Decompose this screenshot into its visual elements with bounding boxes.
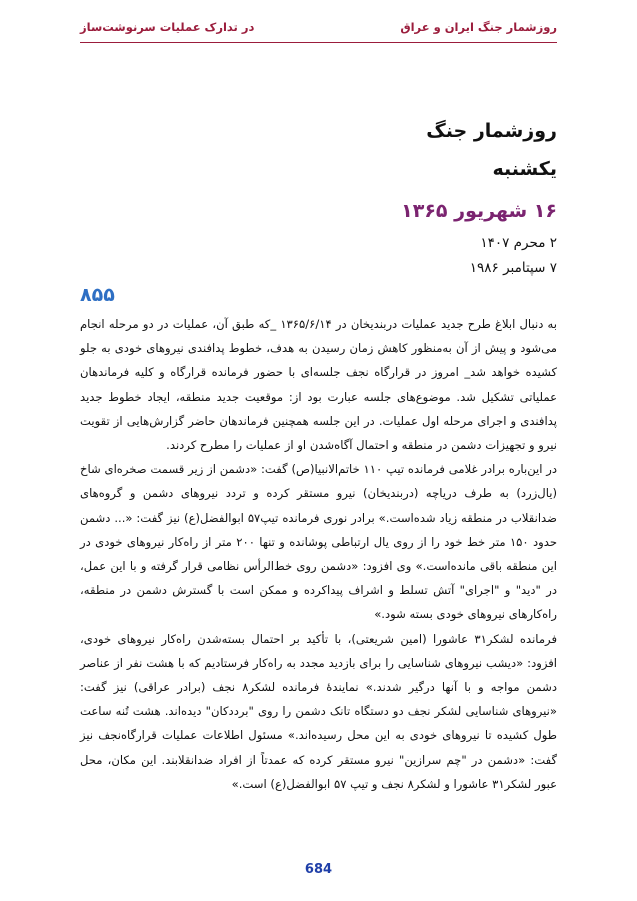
entry-body xyxy=(80,312,557,796)
hijri-date: ۲ محرم ۱۴۰۷ xyxy=(480,235,557,251)
running-header xyxy=(80,20,557,40)
header-divider xyxy=(80,42,557,43)
series-title: در تدارک عملیات سرنوشت‌ساز xyxy=(80,20,255,34)
entry-number: ۸۵۵ xyxy=(80,284,115,306)
gregorian-date: ۷ سپتامبر ۱۹۸۶ xyxy=(469,260,557,276)
paragraph: فرمانده لشکر۳۱ عاشورا (امین شریعتی)، با تأکید بر احتمال بسته‌شدن راه‌کار نیروهای خودی، افزود: «دیشب نیروهای شناسایی را برای بازدید مجدد به راه‌کار فرستادیم که با هشت نفر از عناصر دشمن مواجه و با آنها درگیر شدند.» نمایندهٔ فرمانده لشکر۸ نجف (برادر عراقی) نیز گفت: «نیروهای شناسایی لشکر نجف دو دستگاه تانک دشمن را روی "برددکان" دیده‌اند. هشت تُنه ساعت طول کشیده تا نیروهای خودی به این محل رسیده‌اند.» مسئول اطلاعات عملیات قرارگاه‌نجف نیز گفت: «دشمن در "چم سرازین" نیرو مستقر کرده که عمدتاً از افراد ضدانقلابند. این مکان، محل عبور لشکر۳۱ عاشورا و لشکر۸ نجف و تیپ ۵۷ ابوالفضل(ع) است.» xyxy=(80,631,557,791)
weekday-title: یکشنبه xyxy=(492,158,557,180)
page-title: روزشمار جنگ xyxy=(426,120,557,142)
paragraph: به دنبال ابلاغ طرح جدید عملیات دربندیخان در ۱۳۶۵/۶/۱۴ _که طبق آن، عملیات در دو مرحله انجام می‌شود و پیش از آن به‌منظور کاهش زمان رسیدن به هدف، خطوط پدافندی نیروهای خودی به جلو کشیده خواهد شد_ امروز در قرارگاه نجف جلسه‌ای با حضور فرمانده قرارگاه و کلیه فرماندهان عملیاتی تشکیل شد. موضوع‌های جلسه عبارت بود از: موقعیت جدید منطقه، ایجاد خطوط جدید پدافندی و اجرای مرحله اول عملیات. در این جلسه همچنین فرماندهان حاضر گزارش‌هایی از تقویت نیرو و تجهیزات دشمن در منطقه و احتمال آگاه‌شدن او از عملیات را مطرح کردند. xyxy=(80,317,557,453)
solar-date: ۱۶ شهریور ۱۳۶۵ xyxy=(401,200,557,222)
book-title: روزشمار جنگ ایران و عراق xyxy=(400,20,557,34)
paragraph: در این‌باره برادر غلامی فرمانده تیپ ۱۱۰ خاتم‌الانبیا(ص) گفت: «دشمن از زیر قسمت صخره‌ای شاخ (یال‌زرد) به طرف دریاچه (دربندیخان) نیرو مستقر کرده و تردد نیروهای دشمن و گروه‌های ضدانقلاب در منطقه زیاد شده‌است.» برادر نوری فرمانده تیپ۵۷ ابوالفضل(ع) نیز گفت: «... دشمن حدود ۱۵۰ متر خط خود را از روی یال ارتباطی پوشانده و تنها ۲۰۰ متر از راه‌کار نیروهای خودی در این منطقه باقی مانده‌است.» وی افزود: «دشمن روی خط‌الرأس نظامی قرار گرفته و با این عمل، در "دید" و "اجرای" آتش تسلط و اشراف پیداکرده و ممکن است با گسترش دشمن در منطقه، راه‌کارهای نیروهای خودی بسته شود.» xyxy=(80,462,558,622)
page-number: 684 xyxy=(304,862,333,877)
